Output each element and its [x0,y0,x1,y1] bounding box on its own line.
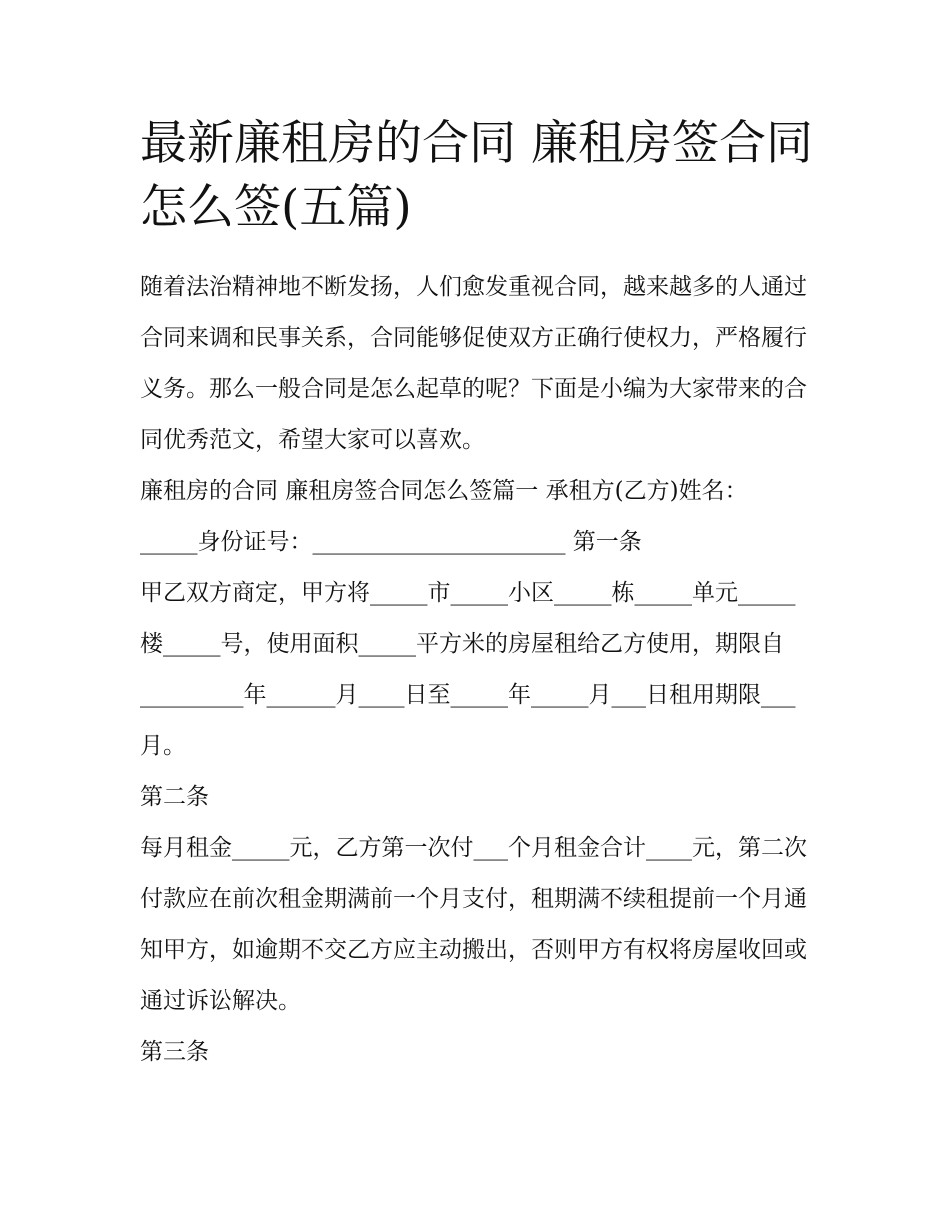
document-title: 最新廉租房的合同 廉租房签合同怎么签(五篇) [140,116,813,235]
intro-paragraph: 随着法治精神地不断发扬，人们愈发重视合同，越来越多的人通过合同来调和民事关系，合同能够促使双方正确行使权力，严格履行义务。那么一般合同是怎么起草的呢？下面是小编为大家带来的合同优秀范文，希望大家可以喜欢。 [140,274,807,453]
clause2-heading: 第二条 [140,784,209,810]
clause1-paragraph: 甲乙双方商定，甲方将_____市_____小区_____栋_____单元_____楼_____号，使用面积_____平方米的房屋租给乙方使用，期限自_________年______月____日至_____年_____月___日租用期限___月。 [140,580,796,759]
section1-line2: _____身份证号：______________________ 第一条 [140,529,642,555]
clause3-heading: 第三条 [140,1039,209,1065]
document-page [140,112,815,1078]
clause2-paragraph: 每月租金_____元，乙方第一次付___个月租金合计____元，第二次付款应在前次租金期满前一个月支付，租期满不续租提前一个月通知甲方，如逾期不交乙方应主动搬出，否则甲方有权将房屋收回或通过诉讼解决。 [140,835,807,1014]
section1-line1: 廉租房的合同 廉租房签合同怎么签篇一 承租方(乙方)姓名： [140,478,748,504]
